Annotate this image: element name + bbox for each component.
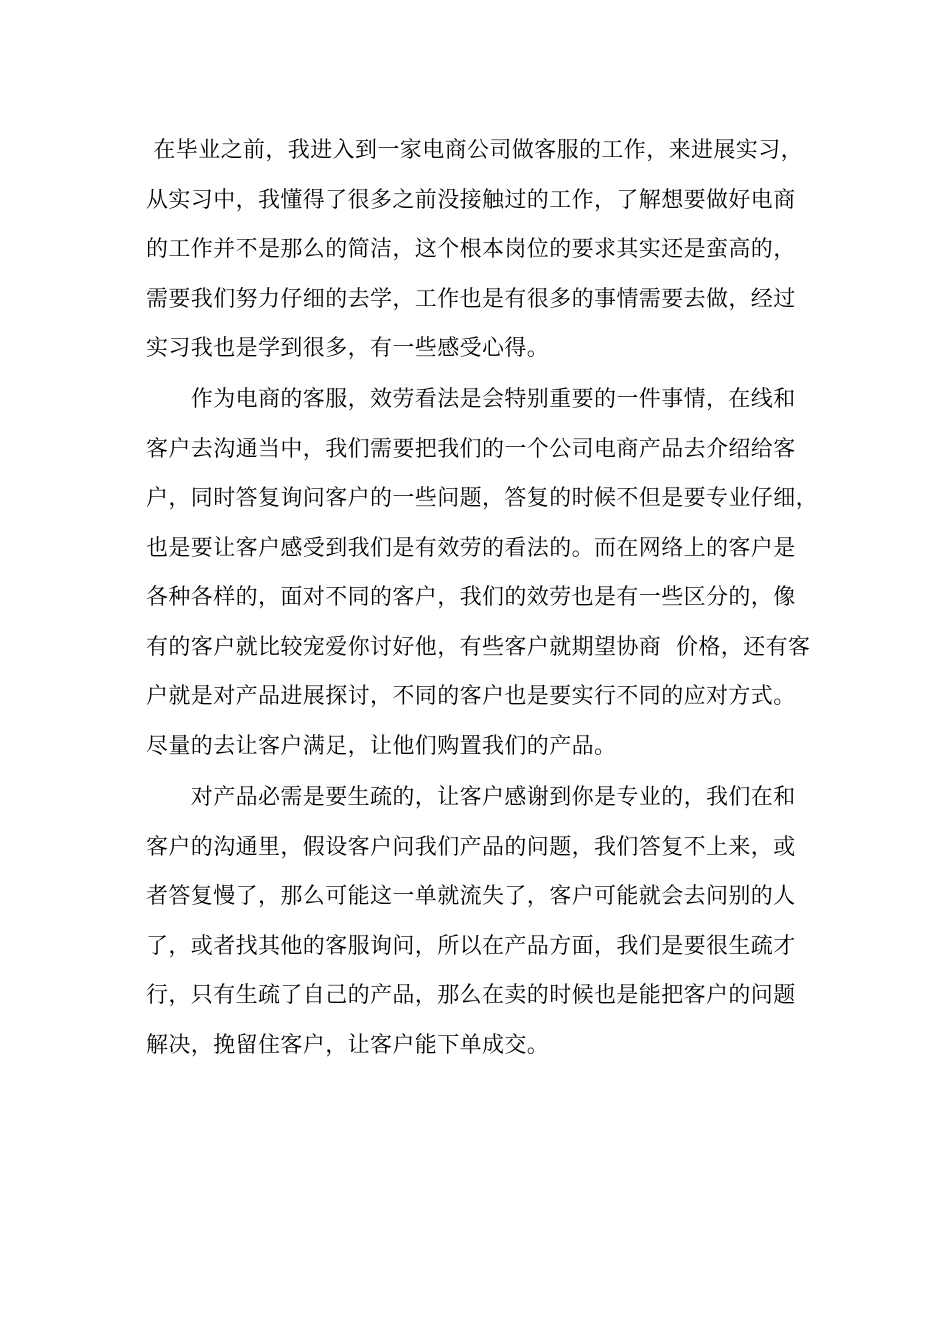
text-line: 实习我也是学到很多，有一些感受心得。 bbox=[146, 336, 550, 361]
text-line: 对产品必需是要生疏的，让客户感谢到你是专业的，我们在和 bbox=[146, 785, 796, 810]
text-line: 也是要让客户感受到我们是有效劳的看法的。而在网络上的客户是 bbox=[146, 535, 796, 561]
text-line: 行，只有生疏了自己的产品，那么在卖的时候也是能把客户的问题 bbox=[146, 983, 796, 1008]
paragraph-service-attitude bbox=[146, 375, 818, 771]
paragraph-product-knowledge bbox=[146, 773, 796, 1070]
paragraph-internship-intro bbox=[146, 126, 803, 374]
text-line: 作为电商的客服，效劳看法是会特别重要的一件事情，在线和 bbox=[146, 387, 796, 412]
text-line: 需要我们努力仔细的去学，工作也是有很多的事情需要去做，经过 bbox=[146, 286, 796, 312]
text-line: 各种各样的，面对不同的客户，我们的效劳也是有一些区分的，像 bbox=[146, 585, 796, 610]
text-line: 户，同时答复询问客户的一些问题，答复的时候不但是要专业仔细， bbox=[146, 486, 819, 511]
text-line: 有的客户就比较宠爱你讨好他，有些客户就期望协商 价格，还有客 bbox=[146, 634, 811, 660]
text-line: 解决，挽留住客户，让客户能下单成交。 bbox=[146, 1032, 550, 1058]
text-line: 了，或者找其他的客服询问，所以在产品方面，我们是要很生疏才 bbox=[146, 933, 796, 959]
text-line: 客户的沟通里，假设客户问我们产品的问题，我们答复不上来，或 bbox=[146, 834, 796, 860]
text-line: 在毕业之前，我进入到一家电商公司做客服的工作，来进展实习， bbox=[146, 138, 803, 163]
text-line: 的工作并不是那么的简洁，这个根本岗位的要求其实还是蛮高的， bbox=[146, 237, 796, 262]
text-line: 从实习中，我懂得了很多之前没接触过的工作，了解想要做好电商 bbox=[146, 187, 796, 213]
text-line: 户就是对产品进展探讨，不同的客户也是要实行不同的应对方式。 bbox=[146, 684, 796, 709]
text-line: 客户去沟通当中，我们需要把我们的一个公司电商产品去介绍给客 bbox=[146, 436, 796, 462]
text-line: 者答复慢了，那么可能这一单就流失了，客户可能就会去问别的人 bbox=[146, 884, 796, 909]
text-line: 尽量的去让客户满足，让他们购置我们的产品。 bbox=[146, 733, 617, 759]
